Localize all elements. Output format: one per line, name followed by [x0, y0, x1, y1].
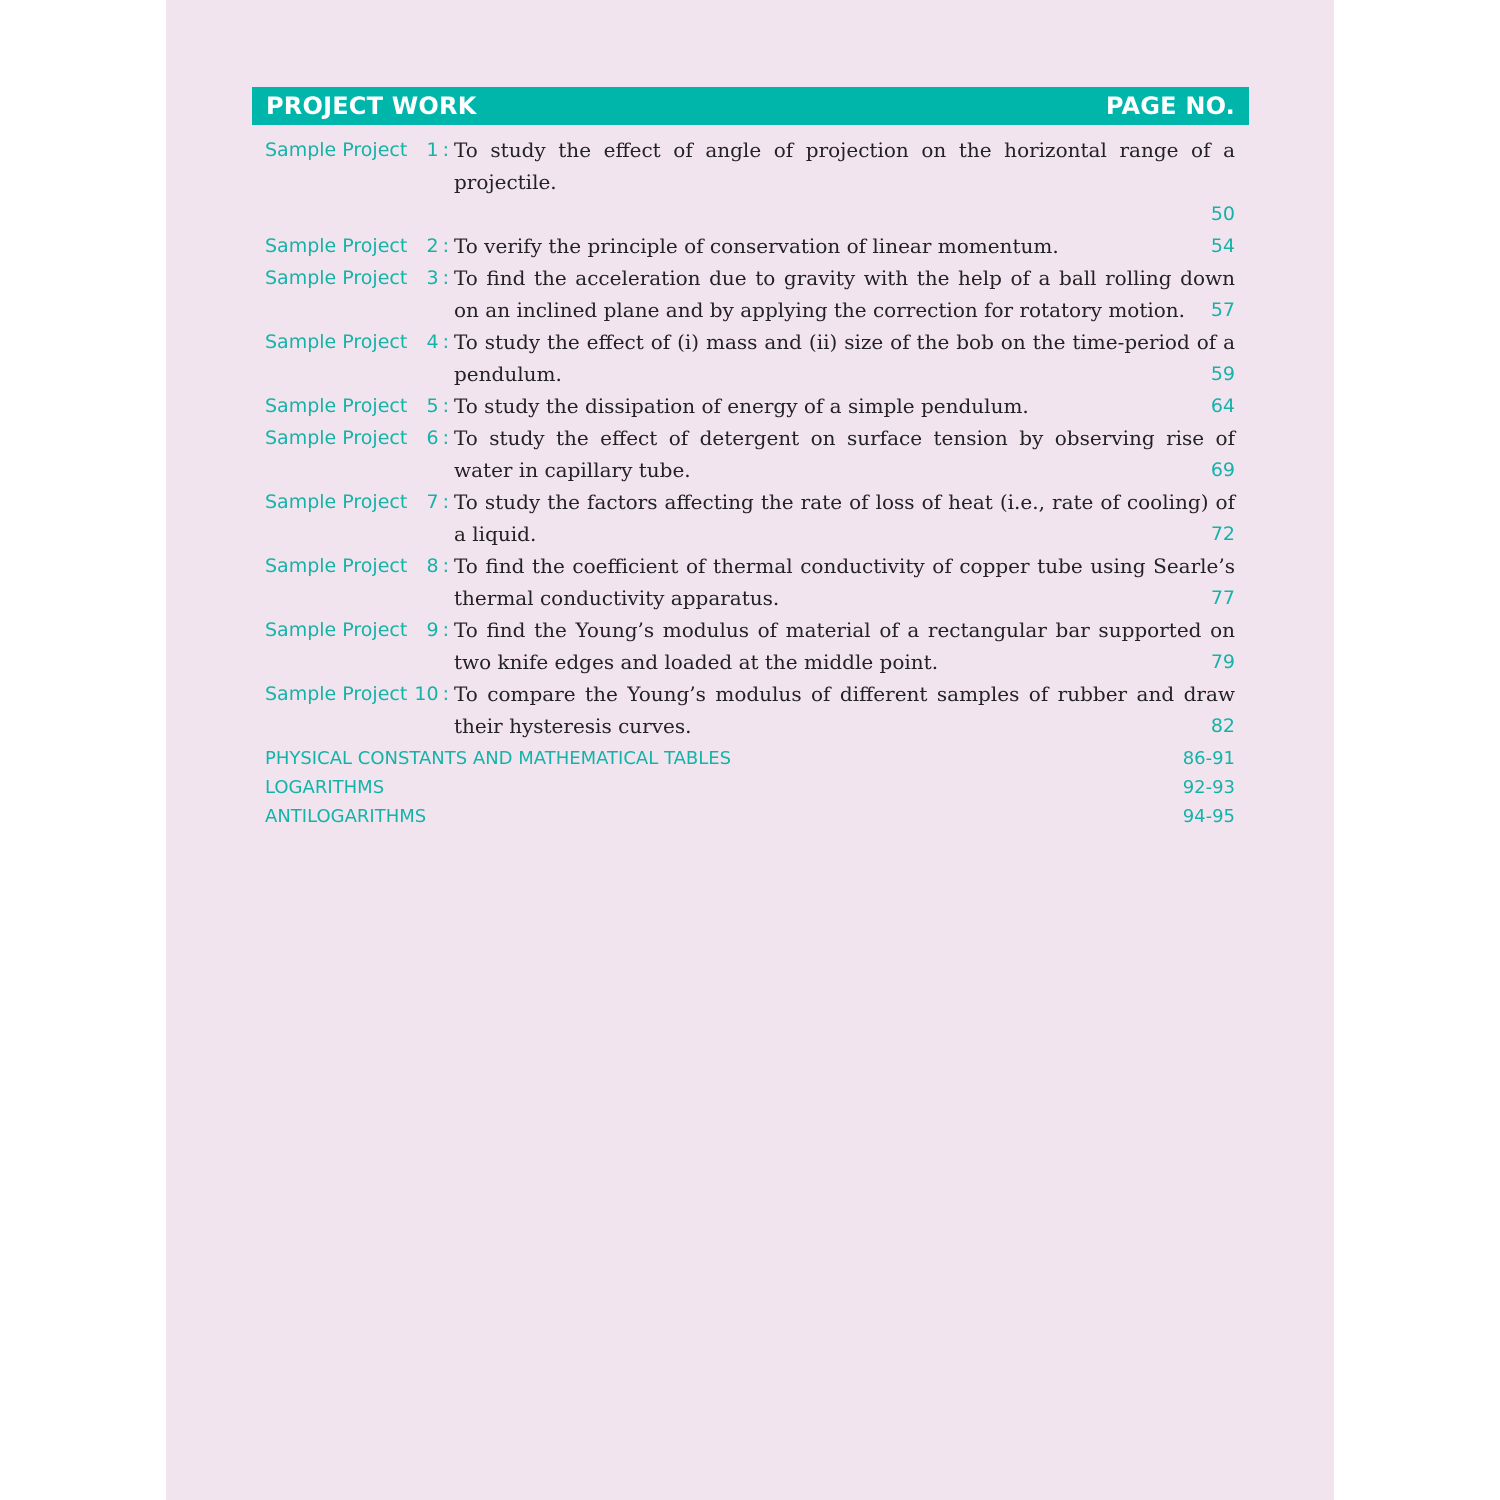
- entry-description: To study the effect of (i) mass and (ii) size of the bob on the time-period of a pendulum. 59: [454, 326, 1235, 390]
- toc-entry-project-4[interactable]: [265, 326, 1235, 390]
- appendix-pages: 86-91: [1182, 748, 1235, 769]
- entry-page: 69: [1210, 459, 1235, 481]
- entry-page: 79: [1210, 651, 1235, 673]
- entry-page: 72: [1210, 523, 1235, 545]
- page-number-heading: PAGE NO.: [1105, 92, 1235, 120]
- entry-label: Sample Project: [265, 491, 408, 513]
- entry-page: 77: [1210, 587, 1235, 609]
- entry-label: Sample Project: [265, 267, 408, 289]
- appendix-title: LOGARITHMS: [265, 777, 385, 798]
- toc-entry-project-1[interactable]: [265, 134, 1235, 230]
- entry-number: 4 :: [411, 326, 449, 390]
- entry-description: To find the coefficient of thermal conductivity of copper tube using Searle’s thermal conductivity apparatus. 77: [454, 550, 1235, 614]
- toc-entry-project-8[interactable]: [265, 550, 1235, 614]
- section-title: PROJECT WORK: [266, 92, 477, 120]
- entry-description: To find the acceleration due to gravity with the help of a ball rolling down on an inclined plane and by applying the correction for rotatory motion. 57: [454, 262, 1235, 326]
- entry-number: 2 :: [411, 230, 449, 262]
- toc-entry-project-10[interactable]: [265, 678, 1235, 742]
- appendix-pages: 92-93: [1182, 777, 1235, 798]
- entry-number: 10 :: [411, 678, 449, 742]
- toc-entry-project-5[interactable]: [265, 390, 1235, 422]
- entry-number: 7 :: [411, 486, 449, 550]
- table-of-contents: [265, 134, 1235, 831]
- entry-page: 82: [1210, 715, 1235, 737]
- entry-description: To study the effect of angle of projection on the horizontal range of a projectile. 50: [454, 134, 1235, 230]
- entry-description: 64 To study the dissipation of energy of a simple pendulum.: [454, 390, 1235, 422]
- entry-number: 5 :: [411, 390, 449, 422]
- entry-page: 59: [1210, 363, 1235, 385]
- entry-page: 50: [1210, 203, 1235, 225]
- toc-entry-project-2[interactable]: [265, 230, 1235, 262]
- entry-label: Sample Project: [265, 555, 408, 577]
- entry-label: Sample Project: [265, 683, 408, 705]
- toc-entry-physical-constants[interactable]: [265, 744, 1235, 773]
- entry-page: 64: [1210, 395, 1235, 417]
- entry-description: 54 To verify the principle of conservation of linear momentum.: [454, 230, 1235, 262]
- entry-label: Sample Project: [265, 619, 408, 641]
- entry-label: Sample Project: [265, 395, 408, 417]
- toc-entry-project-7[interactable]: [265, 486, 1235, 550]
- entry-description: To find the Young’s modulus of material of a rectangular bar supported on two knife edges and loaded at the middle point. 79: [454, 614, 1235, 678]
- entry-description: To study the factors affecting the rate of loss of heat (i.e., rate of cooling) of a liquid. 72: [454, 486, 1235, 550]
- entry-number: 8 :: [411, 550, 449, 614]
- entry-label: Sample Project: [265, 235, 408, 257]
- toc-entry-logarithms[interactable]: [265, 773, 1235, 802]
- appendix-title: ANTILOGARITHMS: [265, 806, 427, 827]
- toc-header: [252, 87, 1249, 125]
- entry-page: 57: [1210, 299, 1235, 321]
- entry-number: 6 :: [411, 422, 449, 486]
- toc-entry-project-6[interactable]: [265, 422, 1235, 486]
- toc-entry-project-9[interactable]: [265, 614, 1235, 678]
- entry-page: 54: [1210, 235, 1235, 257]
- entry-number: 1 :: [411, 134, 449, 230]
- toc-entry-antilogarithms[interactable]: [265, 802, 1235, 831]
- entry-number: 3 :: [411, 262, 449, 326]
- appendix-title: PHYSICAL CONSTANTS AND MATHEMATICAL TABLES: [265, 748, 732, 769]
- entry-description: To study the effect of detergent on surface tension by observing rise of water in capillary tube. 69: [454, 422, 1235, 486]
- toc-entry-project-3[interactable]: [265, 262, 1235, 326]
- entry-label: Sample Project: [265, 427, 408, 449]
- entry-number: 9 :: [411, 614, 449, 678]
- appendix-pages: 94-95: [1182, 806, 1235, 827]
- entry-label: Sample Project: [265, 139, 408, 161]
- entry-label: Sample Project: [265, 331, 408, 353]
- entry-description: To compare the Young’s modulus of different samples of rubber and draw their hysteresis curves. 82: [454, 678, 1235, 742]
